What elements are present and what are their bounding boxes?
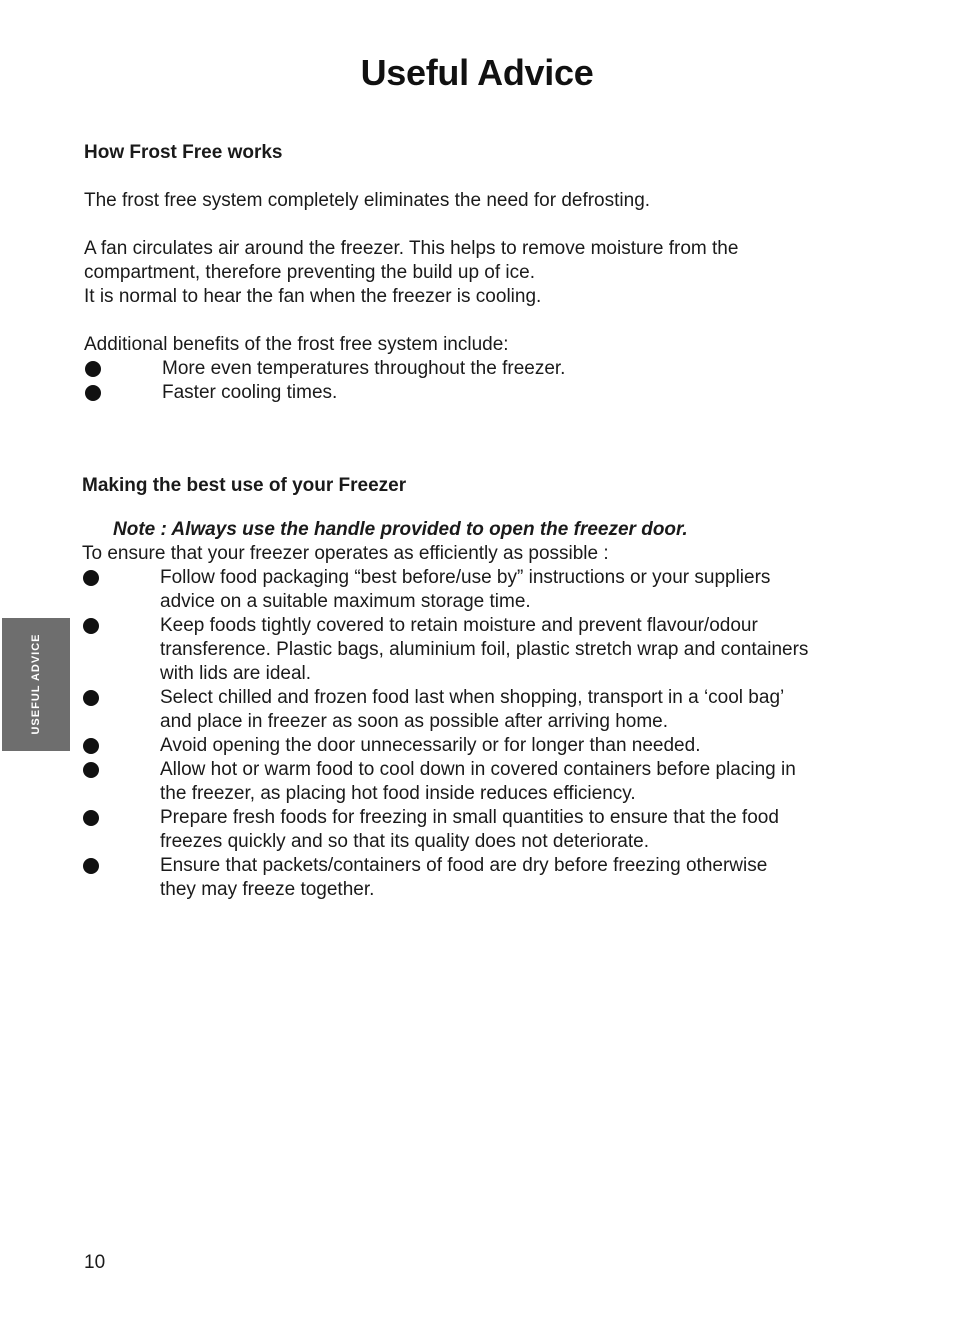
section-heading: Making the best use of your Freezer bbox=[82, 475, 407, 496]
list-item-line: the freezer, as placing hot food inside reduces efficiency. bbox=[160, 783, 636, 804]
section-best-use bbox=[82, 474, 870, 902]
bullet-icon bbox=[83, 858, 99, 874]
page-title: Useful Advice bbox=[360, 52, 594, 93]
side-tab-label: USEFUL ADVICE bbox=[30, 633, 42, 735]
benefits-intro: Additional benefits of the frost free system include: bbox=[84, 334, 509, 355]
list-item-line: they may freeze together. bbox=[160, 879, 375, 900]
list-item-line: advice on a suitable maximum storage time. bbox=[160, 591, 531, 612]
bullet-icon bbox=[83, 738, 99, 754]
list-item-line: transference. Plastic bags, aluminium foil, plastic stretch wrap and containers bbox=[160, 639, 809, 660]
intro-text: To ensure that your freezer operates as efficiently as possible : bbox=[82, 543, 609, 564]
list-item-line: Avoid opening the door unnecessarily or for longer than needed. bbox=[160, 735, 701, 756]
list-item bbox=[84, 357, 738, 381]
list-item-text: Faster cooling times. bbox=[162, 382, 338, 403]
list-item bbox=[82, 734, 870, 758]
list-item bbox=[82, 758, 870, 806]
side-tab bbox=[2, 618, 70, 751]
bullet-icon bbox=[83, 762, 99, 778]
list-item bbox=[82, 614, 870, 686]
list-item-line: with lids are ideal. bbox=[160, 663, 312, 684]
bullet-icon bbox=[83, 810, 99, 826]
list-item-line: Ensure that packets/containers of food are dry before freezing otherwise bbox=[160, 855, 768, 876]
bullet-icon bbox=[85, 385, 101, 401]
paragraph-line: compartment, therefore preventing the build up of ice. bbox=[84, 262, 535, 283]
note: Note : Always use the handle provided to open the freezer door. bbox=[113, 519, 688, 540]
bullet-icon bbox=[83, 570, 99, 586]
paragraph: The frost free system completely eliminates the need for defrosting. bbox=[84, 190, 651, 211]
paragraph-line: A fan circulates air around the freezer. This helps to remove moisture from the bbox=[84, 238, 739, 259]
section-heading: How Frost Free works bbox=[84, 142, 283, 163]
list-item bbox=[82, 566, 870, 614]
list-item bbox=[82, 806, 870, 854]
bullet-icon bbox=[83, 690, 99, 706]
list-item-line: Keep foods tightly covered to retain moisture and prevent flavour/odour bbox=[160, 615, 758, 636]
list-item-line: Follow food packaging “best before/use by” instructions or your suppliers bbox=[160, 567, 771, 588]
list-item-line: and place in freezer as soon as possible after arriving home. bbox=[160, 711, 668, 732]
list-item-line: freezes quickly and so that its quality does not deteriorate. bbox=[160, 831, 649, 852]
list-item bbox=[82, 686, 870, 734]
page-number: 10 bbox=[84, 1252, 106, 1273]
section-frost-free bbox=[84, 141, 738, 405]
bullet-icon bbox=[85, 361, 101, 377]
list-item-text: More even temperatures throughout the freezer. bbox=[162, 358, 566, 379]
list-item-line: Allow hot or warm food to cool down in covered containers before placing in bbox=[160, 759, 796, 780]
list-item bbox=[84, 381, 738, 405]
paragraph-line: It is normal to hear the fan when the freezer is cooling. bbox=[84, 286, 542, 307]
bullet-icon bbox=[83, 618, 99, 634]
list-item bbox=[82, 854, 870, 902]
list-item-line: Prepare fresh foods for freezing in small quantities to ensure that the food bbox=[160, 807, 779, 828]
list-item-line: Select chilled and frozen food last when shopping, transport in a ‘cool bag’ bbox=[160, 687, 785, 708]
